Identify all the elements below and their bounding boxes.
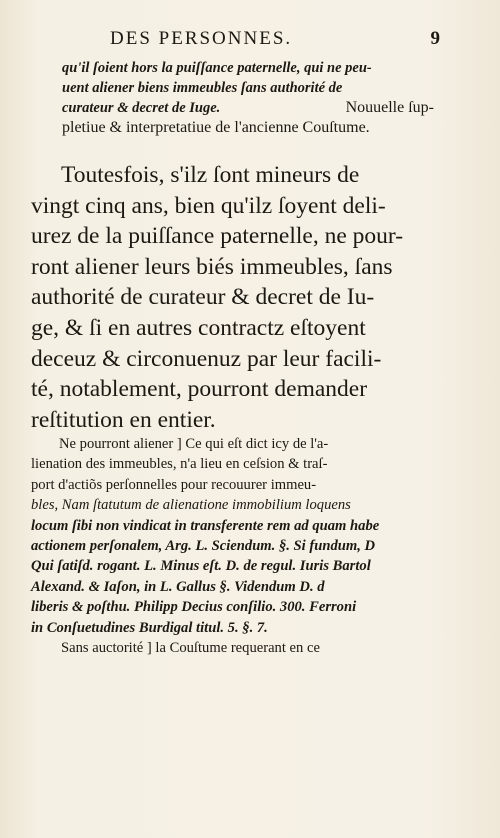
note-line-3-roman: Nouuelle ſup-	[345, 99, 434, 116]
commentary-line-11: Sans auctorité ] la Couſtume requerant en ce	[61, 640, 320, 657]
marginal-note	[62, 58, 434, 138]
main-line-1: Toutesfois, s'ilz ſont mineurs de	[61, 162, 360, 188]
commentary-line-8: Alexand. & Iaſon, in L. Gallus §. Videndum D. d	[31, 578, 325, 595]
commentary-line-6: actionem perſonalem, Arg. L. Sciendum. §. Si fundum, D	[31, 538, 376, 555]
main-line-3: urez de la puiſſance paternelle, ne pour-	[31, 223, 404, 250]
main-line-2: vingt cinq ans, bien qu'ilz ſoyent deli-	[31, 192, 386, 219]
note-line-3-italic: curateur & decret de Iuge.	[62, 100, 221, 116]
main-line-4: ront aliener leurs biés immeubles, ſans	[31, 253, 393, 280]
commentary-line-2: lienation des immeubles, n'a lieu en ceſsion & traſ-	[31, 456, 328, 473]
commentary-line-3: port d'actiõs perſonnelles pour recouurer immeu-	[31, 476, 317, 493]
main-line-7: deceuz & circonuenuz par leur facili-	[31, 345, 382, 372]
commentary-line-4: bles, Nam ſtatutum de alienatione immobilium loquens	[31, 497, 351, 514]
page-number: 9	[430, 28, 440, 49]
commentary-block	[31, 434, 431, 658]
commentary-line-7: Qui ſatiſd. rogant. L. Minus eſt. D. de regul. Iuris Bartol	[31, 558, 371, 575]
commentary-line-5: locum ſibi non vindicat in transferente rem ad quam habe	[31, 517, 380, 534]
commentary-line-10: in Conſuetudines Burdigal titul. 5. §. 7.	[31, 619, 268, 636]
main-line-8: té, notablement, pourront demander	[31, 376, 368, 403]
main-line-6: ge, & ſi en autres contractz eſtoyent	[31, 314, 366, 341]
note-line-4: pletiue & interpretatiue de l'ancienne Couſtume.	[62, 119, 370, 136]
note-line-3	[62, 98, 434, 118]
main-line-5: authorité de curateur & decret de Iu-	[31, 284, 375, 311]
commentary-line-1: Ne pourront aliener ] Ce qui eſt dict icy de l'a-	[59, 436, 329, 452]
commentary-line-9: liberis & poſthu. Philipp Decius conſilio. 300. Ferroni	[31, 599, 357, 616]
main-paragraph	[31, 160, 431, 435]
main-line-9: reſtitution en entier.	[31, 406, 216, 433]
note-line-2: uent aliener biens immeubles ſans authorité de	[62, 80, 343, 96]
running-head: DES PERSONNES.	[110, 28, 293, 49]
note-line-1: qu'il ſoient hors la puiſſance paternelle, qui ne peu-	[62, 60, 372, 76]
page-header	[110, 28, 440, 50]
